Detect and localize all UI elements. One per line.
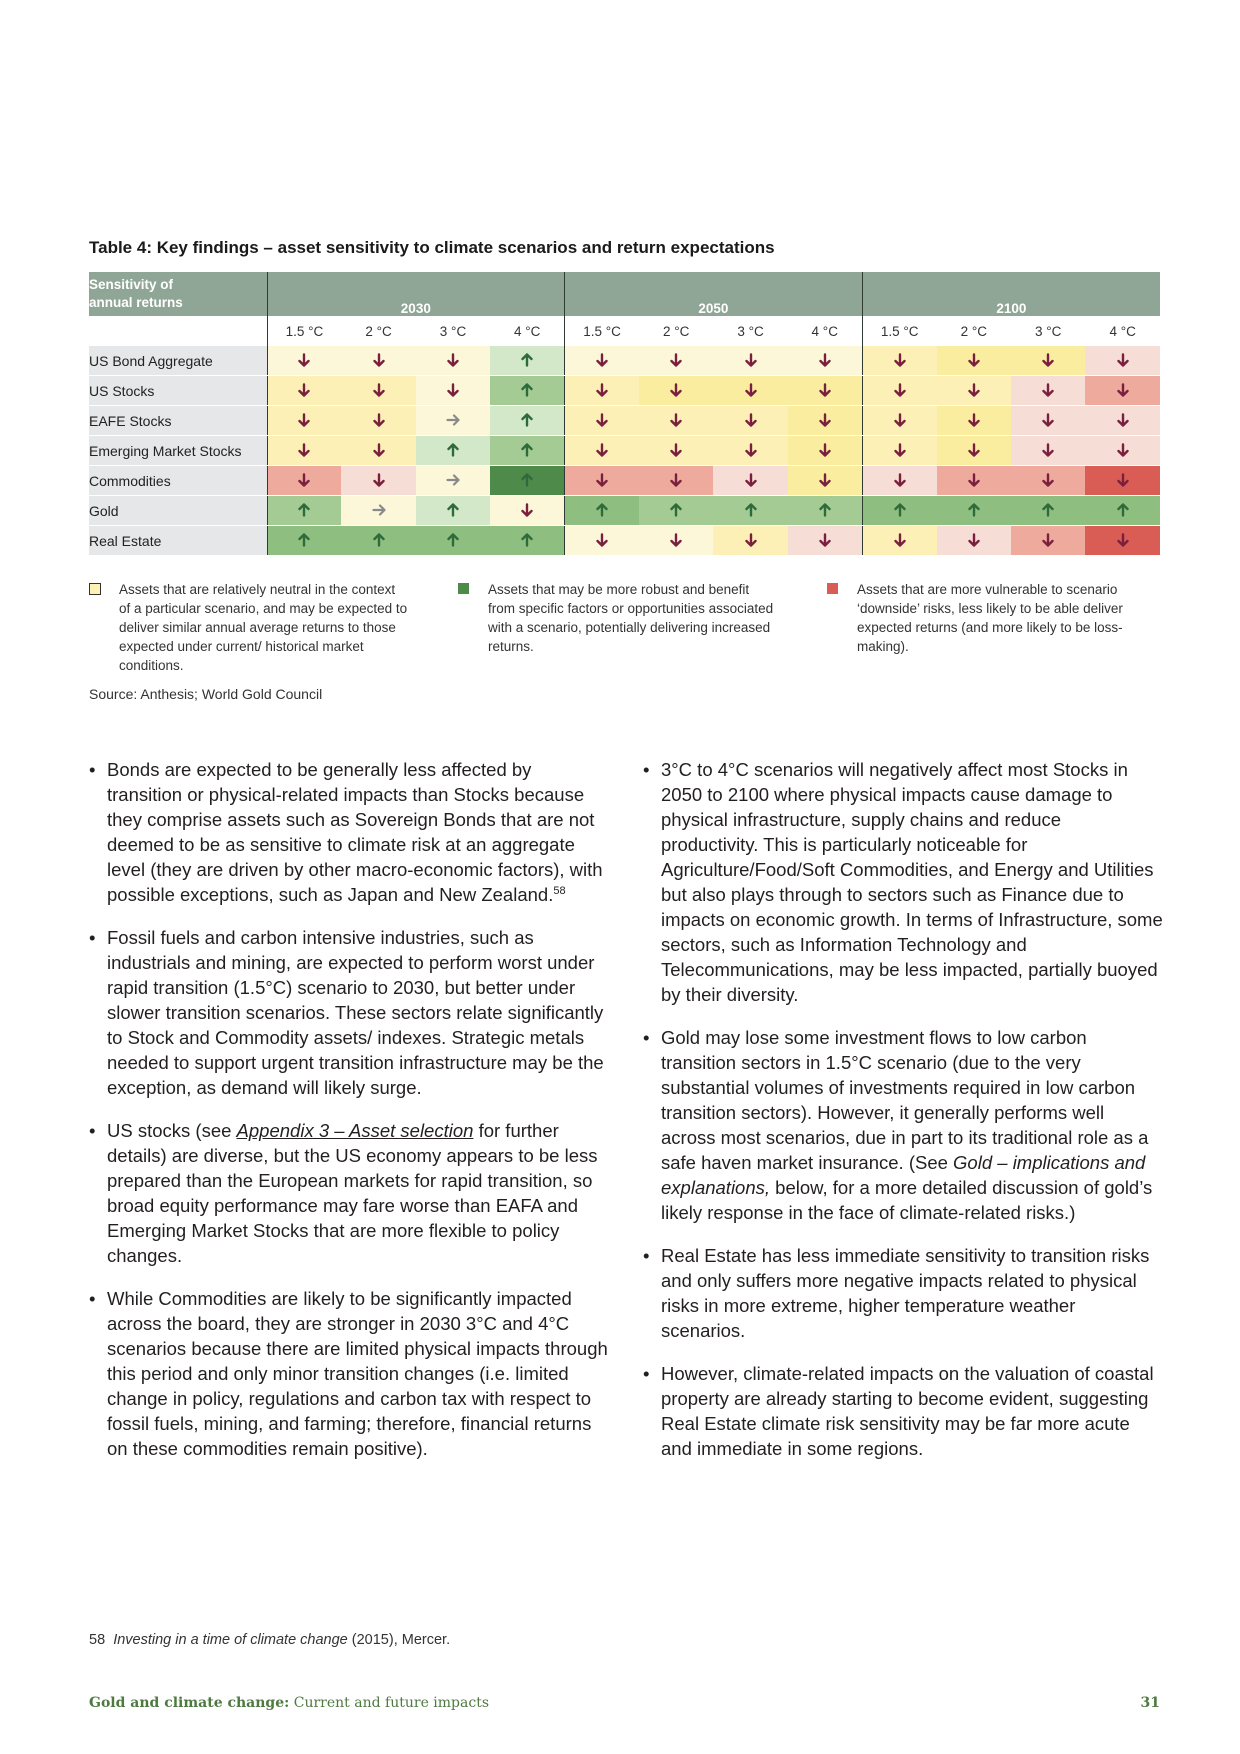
scenario-header: 2 °C [639, 316, 713, 346]
arrow-down-icon [372, 353, 386, 367]
heat-cell [341, 526, 415, 556]
arrow-down-icon [297, 413, 311, 427]
heat-cell [788, 496, 862, 526]
heat-cell [788, 526, 862, 556]
scenario-header: 3 °C [416, 316, 490, 346]
arrow-down-icon [669, 413, 683, 427]
heat-cell [639, 346, 713, 376]
scenario-header: 1.5 °C [267, 316, 341, 346]
arrow-down-icon [967, 413, 981, 427]
heat-cell [713, 526, 787, 556]
heat-cell [565, 406, 639, 436]
heat-cell [639, 406, 713, 436]
heat-cell [937, 436, 1011, 466]
table-header-row [89, 272, 1160, 316]
arrow-down-icon [446, 383, 460, 397]
heat-cell [490, 346, 564, 376]
heat-cell [416, 466, 490, 496]
scenario-header: 4 °C [490, 316, 564, 346]
scenario-header: 2 °C [341, 316, 415, 346]
arrow-right-icon [446, 413, 460, 427]
heat-cell [862, 466, 936, 496]
heat-cell [490, 376, 564, 406]
heat-cell [937, 526, 1011, 556]
arrow-down-icon [446, 353, 460, 367]
heat-cell [267, 376, 341, 406]
bullet-coastal-property [643, 1361, 1163, 1461]
heat-cell [639, 436, 713, 466]
table-row [89, 526, 1160, 556]
arrow-down-icon [1116, 413, 1130, 427]
heat-cell [565, 376, 639, 406]
sensitivity-table [89, 272, 1160, 556]
arrow-down-icon [744, 353, 758, 367]
arrow-up-icon [520, 383, 534, 397]
arrow-down-icon [818, 473, 832, 487]
heat-cell [713, 346, 787, 376]
table-row [89, 496, 1160, 526]
arrow-down-icon [818, 413, 832, 427]
arrow-up-icon [1116, 503, 1130, 517]
left-column [89, 757, 609, 1479]
bullet-text: Bonds are expected to be generally less affected by transition or physical-related impacts than Stocks because they comprise assets such as Sovereign Bonds that are not deemed to be as sensitive to climate risk at an aggregate level (they are driven by other macro-economic factors), with possible exceptions, such as Japan and New Zealand. [107, 759, 603, 905]
scenario-header: 3 °C [1011, 316, 1085, 346]
arrow-down-icon [1116, 383, 1130, 397]
bullet-text: Real Estate has less immediate sensitivity to transition risks and only suffers more negative impacts related to physical risks in more extreme, higher temperature weather scenarios. [661, 1245, 1150, 1341]
arrow-down-icon [1041, 473, 1055, 487]
legend-swatch-yellow [89, 583, 101, 595]
arrow-right-icon [446, 473, 460, 487]
heat-cell [341, 496, 415, 526]
legend-neutral-text: Assets that are relatively neutral in the context of a particular scenario, and may be expected to deliver similar annual average returns to those expected under current/ historical market conditions. [119, 582, 408, 673]
heat-cell [862, 376, 936, 406]
heat-cell [1085, 526, 1160, 556]
heat-cell [713, 406, 787, 436]
row-label: EAFE Stocks [89, 406, 267, 436]
heat-cell [565, 496, 639, 526]
heat-cell [565, 436, 639, 466]
arrow-up-icon [297, 533, 311, 547]
arrow-up-icon [520, 533, 534, 547]
bullet-commodities [89, 1286, 609, 1461]
arrow-down-icon [595, 353, 609, 367]
bullet-fossil-fuels [89, 925, 609, 1100]
heat-cell [1085, 346, 1160, 376]
footnote-title: Investing in a time of climate change [113, 1632, 348, 1648]
row-label: US Stocks [89, 376, 267, 406]
arrow-down-icon [967, 443, 981, 457]
arrow-down-icon [818, 353, 832, 367]
arrow-down-icon [893, 473, 907, 487]
arrow-down-icon [669, 473, 683, 487]
scenario-header: 3 °C [713, 316, 787, 346]
heat-cell [1011, 526, 1085, 556]
table-row [89, 346, 1160, 376]
arrow-down-icon [893, 353, 907, 367]
heat-cell [937, 466, 1011, 496]
arrow-down-icon [297, 353, 311, 367]
heat-cell [341, 466, 415, 496]
year-header-2030: 2030 [267, 272, 565, 316]
arrow-up-icon [744, 503, 758, 517]
heat-cell [1011, 376, 1085, 406]
heat-cell [1011, 436, 1085, 466]
arrow-down-icon [818, 443, 832, 457]
heat-cell [416, 376, 490, 406]
arrow-down-icon [967, 533, 981, 547]
heat-cell [1085, 466, 1160, 496]
arrow-down-icon [818, 383, 832, 397]
scenario-header-row [89, 316, 1160, 346]
row-label: US Bond Aggregate [89, 346, 267, 376]
arrow-up-icon [520, 413, 534, 427]
heat-cell [862, 526, 936, 556]
arrow-up-icon [818, 503, 832, 517]
arrow-down-icon [744, 473, 758, 487]
heat-cell [565, 526, 639, 556]
arrow-up-icon [595, 503, 609, 517]
arrow-down-icon [967, 473, 981, 487]
scenario-header-blank [89, 316, 267, 346]
heat-cell [267, 406, 341, 436]
heat-cell [490, 466, 564, 496]
scenario-header: 2 °C [937, 316, 1011, 346]
bullet-text: Fossil fuels and carbon intensive industries, such as industrials and mining, are expected to perform worst under rapid transition (1.5°C) scenario to 2030, but better under slower transition scenarios. These sectors relate significantly to Stock and Commodity assets/ indexes. Strategic metals needed to support urgent transition infrastructure may be the exception, as demand will likely surge. [107, 927, 604, 1098]
arrow-down-icon [893, 443, 907, 457]
legend-robust-text: Assets that may be more robust and benefit from specific factors or opportunities associated with a scenario, potentially delivering increased returns. [488, 582, 774, 654]
bullet-text-pre: Gold may lose some investment flows to low carbon transition sectors in 1.5°C scenario (due to the very substantial volumes of investments required in low carbon transition sectors). However, it generally performs well across most scenarios, due in part to its traditional role as a safe haven market insurance. (See [661, 1027, 1149, 1173]
corner-header [89, 272, 267, 316]
scenario-header: 1.5 °C [862, 316, 936, 346]
source-note: Source: Anthesis; World Gold Council [89, 686, 323, 702]
year-header-2050: 2050 [565, 272, 863, 316]
heat-cell [416, 406, 490, 436]
heat-cell [1085, 436, 1160, 466]
bullet-text: 3°C to 4°C scenarios will negatively affect most Stocks in 2050 to 2100 where physical impacts cause damage to physical infrastructure, supply chains and reduce productivity. This is particularly noticeable for Agriculture/Food/Soft Commodities, and Energy and Utilities but also plays through to sectors such as Finance due to impacts on economic growth. In terms of Infrastructure, some sectors, such as Information Technology and Telecommunications, may be less impacted, partially buoyed by their diversity. [661, 759, 1163, 1005]
arrow-down-icon [744, 383, 758, 397]
heat-cell [639, 496, 713, 526]
heat-cell [862, 496, 936, 526]
table-row [89, 406, 1160, 436]
heat-cell [565, 346, 639, 376]
heat-cell [416, 526, 490, 556]
heat-cell [267, 436, 341, 466]
heat-cell [713, 466, 787, 496]
arrow-down-icon [1041, 353, 1055, 367]
footnote-number: 58 [89, 1632, 106, 1648]
arrow-down-icon [372, 473, 386, 487]
scenario-header: 1.5 °C [565, 316, 639, 346]
heat-cell [416, 436, 490, 466]
arrow-up-icon [297, 503, 311, 517]
heat-cell [267, 496, 341, 526]
arrow-down-icon [595, 383, 609, 397]
arrow-down-icon [297, 383, 311, 397]
heat-cell [788, 376, 862, 406]
arrow-down-icon [744, 443, 758, 457]
heat-cell [639, 376, 713, 406]
arrow-down-icon [595, 413, 609, 427]
page-number: 31 [1140, 1695, 1160, 1711]
arrow-down-icon [595, 473, 609, 487]
bullet-real-estate [643, 1243, 1163, 1343]
footnote [89, 1632, 450, 1648]
heat-cell [788, 406, 862, 436]
table-row [89, 376, 1160, 406]
arrow-down-icon [520, 503, 534, 517]
heat-cell [788, 466, 862, 496]
heat-cell [937, 406, 1011, 436]
arrow-down-icon [669, 353, 683, 367]
arrow-down-icon [893, 383, 907, 397]
legend-neutral [89, 580, 409, 675]
legend-swatch-red [827, 583, 838, 594]
arrow-down-icon [669, 383, 683, 397]
arrow-up-icon [446, 533, 460, 547]
appendix-link[interactable]: Appendix 3 – Asset selection [236, 1120, 474, 1141]
heat-cell [416, 346, 490, 376]
arrow-down-icon [372, 443, 386, 457]
arrow-down-icon [297, 443, 311, 457]
legend-vulnerable-text: Assets that are more vulnerable to scenario ‘downside’ risks, less likely to be able deliver expected returns (and more likely to be loss-making). [857, 582, 1123, 654]
bullet-text: However, climate-related impacts on the valuation of coastal property are already starting to become evident, suggesting Real Estate climate risk sensitivity may be far more acute and immediate in some regions. [661, 1363, 1154, 1459]
heat-cell [1085, 406, 1160, 436]
legend-vulnerable [827, 580, 1147, 656]
heat-cell [713, 376, 787, 406]
arrow-right-icon [372, 503, 386, 517]
table-body [89, 346, 1160, 556]
arrow-down-icon [372, 383, 386, 397]
footer-title-bold: Gold and climate change: [89, 1695, 290, 1711]
heat-cell [416, 496, 490, 526]
footnote-rest: (2015), Mercer. [347, 1632, 451, 1648]
arrow-down-icon [595, 533, 609, 547]
bullet-text: While Commodities are likely to be significantly impacted across the board, they are stronger in 2030 3°C and 4°C scenarios because there are limited physical impacts through this period and only minor transition changes (i.e. limited change in policy, regulations and carbon tax with respect to fossil fuels, mining, and farming; therefore, financial returns on these commodities remain positive). [107, 1288, 608, 1459]
heat-cell [490, 526, 564, 556]
arrow-up-icon [893, 503, 907, 517]
year-header-2100: 2100 [862, 272, 1160, 316]
bullet-stocks-2050 [643, 757, 1163, 1007]
arrow-up-icon [446, 443, 460, 457]
heat-cell [1085, 496, 1160, 526]
heat-cell [341, 436, 415, 466]
arrow-down-icon [967, 353, 981, 367]
heat-cell [267, 526, 341, 556]
arrow-down-icon [372, 413, 386, 427]
arrow-up-icon [520, 473, 534, 487]
arrow-down-icon [1041, 533, 1055, 547]
heat-cell [565, 466, 639, 496]
arrow-down-icon [893, 533, 907, 547]
arrow-down-icon [1116, 353, 1130, 367]
scenario-header: 4 °C [788, 316, 862, 346]
heat-cell [788, 436, 862, 466]
footnote-ref[interactable]: 58 [553, 885, 566, 897]
heat-cell [937, 346, 1011, 376]
gold-implications-ref: Gold – implications and explanations, [661, 1152, 1146, 1198]
corner-header-line2: annual returns [89, 295, 183, 310]
heat-cell [1011, 346, 1085, 376]
heat-cell [490, 406, 564, 436]
heat-cell [267, 346, 341, 376]
heat-cell [788, 346, 862, 376]
heat-cell [713, 436, 787, 466]
heat-cell [1011, 496, 1085, 526]
heat-cell [490, 436, 564, 466]
arrow-up-icon [446, 503, 460, 517]
table-row [89, 436, 1160, 466]
heat-cell [937, 496, 1011, 526]
heat-cell [937, 376, 1011, 406]
arrow-down-icon [818, 533, 832, 547]
heat-cell [1011, 406, 1085, 436]
scenario-header: 4 °C [1085, 316, 1160, 346]
bullet-gold [643, 1025, 1163, 1225]
page-footer [89, 1695, 1160, 1711]
arrow-down-icon [669, 533, 683, 547]
arrow-down-icon [669, 443, 683, 457]
legend-robust [458, 580, 778, 656]
bullet-text-post: for further details) are diverse, but the US economy appears to be less prepared than the European markets for rapid transition, so broad equity performance may fare worse than EAFA and Emerging Market Stocks that are more flexible to policy changes. [107, 1120, 598, 1266]
bullet-bonds [89, 757, 609, 907]
arrow-down-icon [967, 383, 981, 397]
arrow-up-icon [520, 443, 534, 457]
arrow-down-icon [1116, 443, 1130, 457]
heat-cell [1011, 466, 1085, 496]
arrow-down-icon [744, 533, 758, 547]
bullet-us-stocks [89, 1118, 609, 1268]
arrow-down-icon [1041, 383, 1055, 397]
row-label: Commodities [89, 466, 267, 496]
arrow-down-icon [1041, 443, 1055, 457]
heat-cell [639, 526, 713, 556]
bullet-text-pre: US stocks (see [107, 1120, 237, 1141]
table-row [89, 466, 1160, 496]
footer-title-rest: Current and future impacts [289, 1695, 490, 1711]
row-label: Emerging Market Stocks [89, 436, 267, 466]
heat-cell [341, 406, 415, 436]
heat-cell [713, 496, 787, 526]
heat-cell [1085, 376, 1160, 406]
heat-cell [341, 346, 415, 376]
arrow-down-icon [744, 413, 758, 427]
right-column [643, 757, 1163, 1479]
row-label: Real Estate [89, 526, 267, 556]
arrow-up-icon [669, 503, 683, 517]
table-title: Table 4: Key findings – asset sensitivity to climate scenarios and return expectations [89, 238, 775, 257]
arrow-up-icon [372, 533, 386, 547]
heat-cell [490, 496, 564, 526]
arrow-down-icon [1116, 533, 1130, 547]
heat-cell [341, 376, 415, 406]
arrow-down-icon [595, 443, 609, 457]
bullet-text-post: below, for a more detailed discussion of gold’s likely response in the face of climate-related risks.) [661, 1177, 1153, 1223]
corner-header-line1: Sensitivity of [89, 277, 174, 292]
heat-cell [862, 436, 936, 466]
arrow-up-icon [967, 503, 981, 517]
arrow-up-icon [1041, 503, 1055, 517]
heat-cell [267, 466, 341, 496]
arrow-down-icon [893, 413, 907, 427]
legend-swatch-green [458, 583, 469, 594]
arrow-down-icon [297, 473, 311, 487]
arrow-down-icon [1041, 413, 1055, 427]
row-label: Gold [89, 496, 267, 526]
heat-cell [862, 406, 936, 436]
arrow-up-icon [520, 353, 534, 367]
heat-cell [862, 346, 936, 376]
arrow-down-icon [1116, 473, 1130, 487]
heat-cell [639, 466, 713, 496]
